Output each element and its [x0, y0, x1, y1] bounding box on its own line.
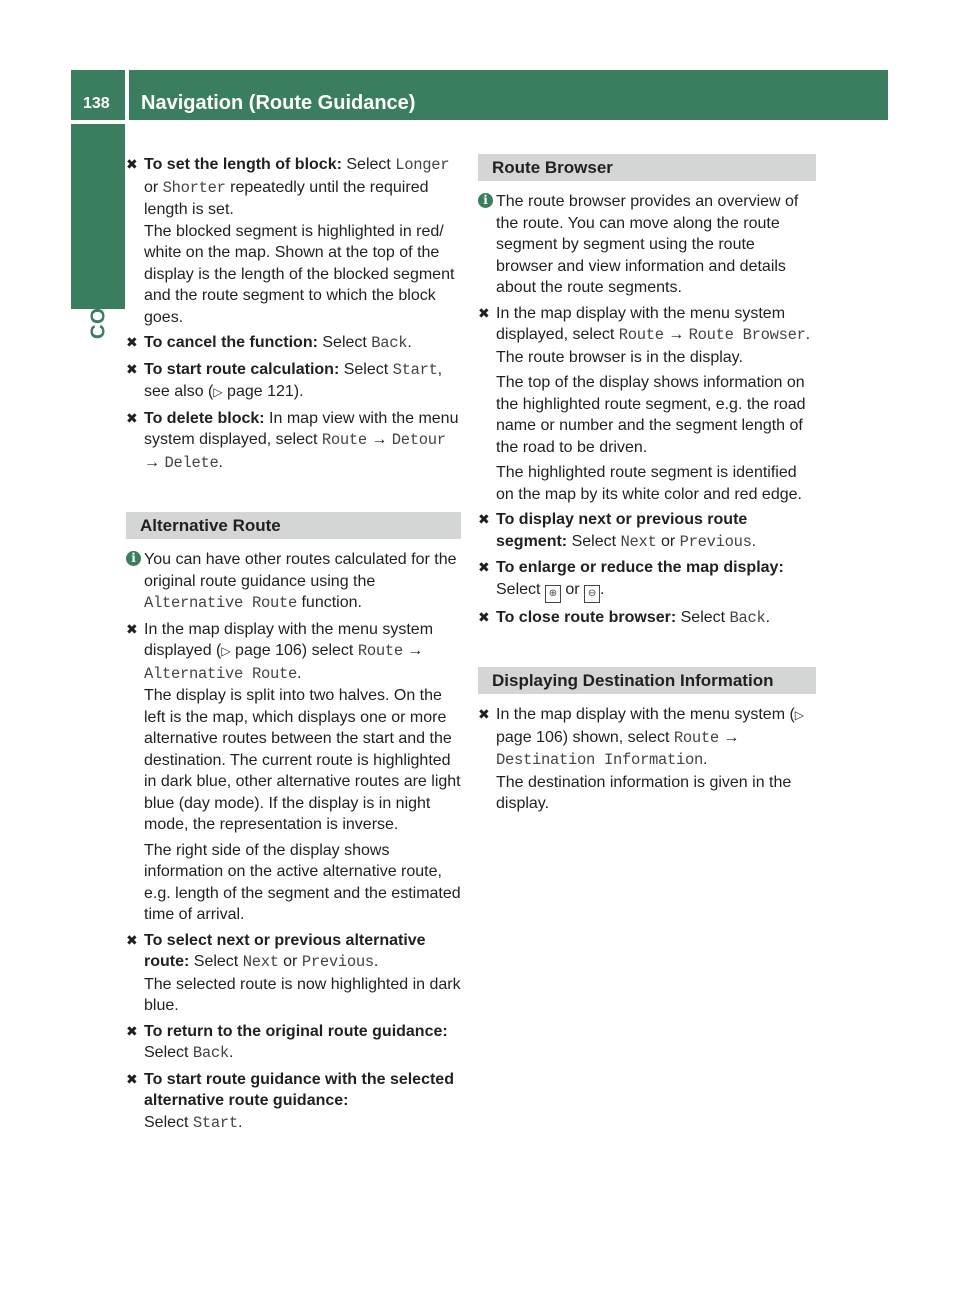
left-column	[126, 154, 461, 1138]
step-x-icon: ✖	[126, 1022, 138, 1039]
step-x-icon: ✖	[478, 304, 490, 321]
arrow-icon: →	[402, 642, 424, 659]
info-note: i You can have other routes calculated for the original route guidance using the Alternative Route function.	[126, 549, 461, 615]
step-route-browser: ✖ In the map display with the menu system displayed, select Route → Route Browser. The route browser is in the display. The top of the display shows information on the highlighted route segment, e.g. the road name or number and the segment length of the road to be driven. The highlighted route segment is identified on the map by its white color and red edge.	[478, 304, 811, 503]
softkey-back: Back	[371, 334, 408, 352]
step-x-icon: ✖	[126, 1070, 138, 1087]
step-x-icon: ✖	[126, 334, 138, 350]
page-ref-arrow-icon: ▷	[794, 708, 805, 722]
step-return-original: ✖ To return to the original route guidance: Select Back.	[126, 1022, 448, 1062]
step-x-icon: ✖	[126, 156, 138, 172]
softkey-longer: Longer	[395, 156, 450, 174]
step-start-calculation: ✖ To start route calculation: Select Start, see also (▷ page 121).	[126, 360, 443, 400]
zoom-out-icon: ⊖	[584, 585, 600, 603]
step-select-next: ✖ To select next or previous alternative route: Select Next or Previous. The selected route is now highlighted in dark blue.	[126, 931, 461, 1014]
page-ref-arrow-icon: ▷	[221, 644, 231, 658]
zoom-in-icon: ⊕	[545, 585, 561, 603]
arrow-icon: →	[366, 431, 392, 448]
info-icon: i	[126, 551, 141, 566]
step-set-length: ✖ To set the length of block: Select Longer or Shorter repeatedly until the required length is set. The blocked segment is highlighted in red/ white on the map. Shown at the top of the display is the length of the blocked segment and the route segment to which the block goes.	[126, 156, 455, 326]
step-x-icon: ✖	[478, 706, 490, 722]
step-cancel: ✖ To cancel the function: Select Back.	[126, 334, 412, 352]
step-alternative-route: ✖ In the map display with the menu system displayed (▷ page 106) select Route → Alternative Route. The display is split into two halves. On the left is the map, which displays one or more alternative routes between the start and the destination. The current route is highlighted in dark blue, other alternative routes are light blue (day mode). If the display is in night mode, the representation is inverse. The right side of the display shows information on the active alternative route, e.g. length of the segment and the estimated time of arrival.	[126, 620, 461, 923]
right-column	[478, 154, 816, 819]
section-heading-alternative-route: Alternative Route	[126, 512, 461, 539]
page-number: 138	[83, 94, 110, 112]
step-x-icon: ✖	[478, 559, 490, 575]
section-heading-destination-info: Displaying Destination Information	[478, 667, 816, 694]
softkey-shorter: Shorter	[162, 178, 226, 197]
step-destination-info: ✖ In the map display with the menu system (▷ page 106) shown, select Route → Destination Information. The destination information is given in the display.	[478, 706, 805, 812]
step-x-icon: ✖	[478, 608, 490, 625]
info-note: i The route browser provides an overview of the route. You can move along the route segment by segment using the route browser and view information and details about the route segments.	[478, 191, 816, 299]
side-tab-label: COMAND APS	[86, 196, 110, 340]
step-x-icon: ✖	[126, 360, 138, 377]
step-display-next: ✖ To display next or previous route segment: Select Next or Previous.	[478, 511, 757, 551]
header-bar	[129, 70, 888, 120]
step-label: To set the length of block:	[144, 156, 342, 173]
step-delete-block: ✖ To delete block: In map view with the menu system displayed, select Route → Detour → Delete.	[126, 409, 459, 472]
side-tab-label-box	[87, 132, 109, 404]
step-x-icon: ✖	[126, 620, 138, 637]
step-enlarge-reduce: ✖ To enlarge or reduce the map display: Select ⊕ or ⊖ .	[478, 557, 816, 603]
step-start-alternative: ✖ To start route guidance with the selected alternative route guidance: Select Start.	[126, 1070, 454, 1132]
page-number-box	[71, 70, 125, 120]
step-close-browser: ✖ To close route browser: Select Back.	[478, 608, 771, 627]
softkey-start: Start	[392, 360, 438, 379]
page-ref-arrow-icon: ▷	[213, 385, 223, 399]
step-x-icon: ✖	[478, 511, 490, 527]
arrow-icon: →	[718, 728, 740, 746]
step-x-icon: ✖	[126, 409, 138, 426]
section-heading-route-browser: Route Browser	[478, 154, 816, 181]
arrow-icon: →	[663, 326, 689, 343]
step-x-icon: ✖	[126, 931, 138, 948]
info-icon: i	[478, 193, 493, 208]
page-title: Navigation (Route Guidance)	[141, 91, 416, 114]
arrow-icon: →	[144, 453, 165, 471]
